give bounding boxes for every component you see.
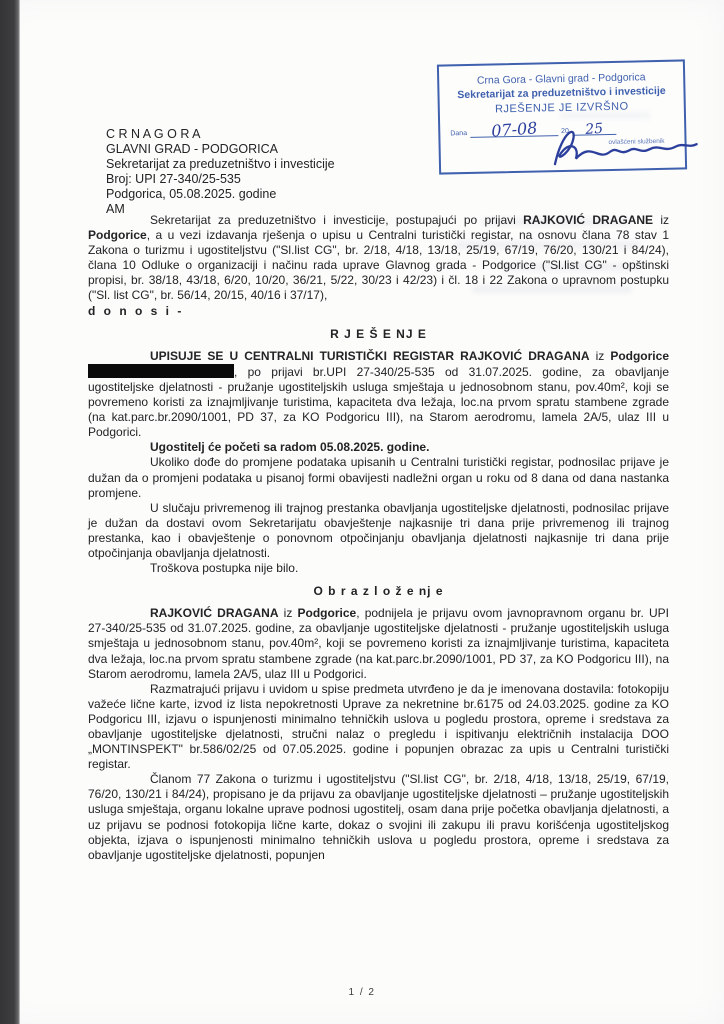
letterhead-place-date: Podgorica, 05.08.2025. godine [106, 187, 277, 201]
stamp-handwritten-date: 07-08 [490, 118, 538, 141]
applicant-name: RAJKOVIĆ DRAGANA [150, 606, 279, 621]
text-run: Sekretarijat za preduzetništvo i investicije, postupajući po prijavi [150, 213, 524, 227]
stamp-date-label: Dana [450, 129, 468, 138]
redaction-box [88, 364, 234, 378]
resolution-heading: R J E Š E NJ E [330, 326, 427, 341]
text-run: , podnijela je prijavu ovom javnopravnom organu br. UPI 27-340/25-535 od 31.07.2025. godine, za obavljanje ugostiteljske djelatnosti - pružanje ugostiteljskih usluga smještaja u jednosobnom stanu, pov.40m², koji se povremeno koristi za iznajmljivanje turistima, kapaciteta dva ležaja, loc.na prvom spratu stambene zgrade (na kat.parc.br.2090/1001, PD 37, za KO Podgoricu III), na Starom aerodromu, lamela 2A/5, ulaz III u Podgorici. [88, 606, 669, 681]
costs-paragraph: Troškova postupka nije bilo. [150, 561, 299, 576]
page-number: 1 / 2 [348, 987, 376, 998]
evidence-paragraph: Razmatrajući prijavu i uvidom u spise predmeta utvrđeno je da je imenovana dostavila: fotokopiju važeće lične karte, izvod iz lista nepokretnosti Uprave za nekretnine br.6175 od 24.03.2025. godine za KO Podgoricu III, izjavu o ispunjenosti minimalno tehničkih uslova u pogledu prostora, opreme i sredstava za obavljanje ugostiteljske djelatnosti, stručni nalaz o pregledu i ispitivanju električnih instalacija DOO „MONTINSPEKT" br.586/02/25 od 07.05.2025. godine i popunjen obrazac za upis u Centralni turistički registar. [88, 681, 669, 772]
donosi-line: d o n o s i - [88, 303, 184, 318]
stamp-line-authority: Crna Gora - Glavni grad - Podgorica [476, 71, 646, 87]
letterhead-initials: AM [106, 202, 125, 216]
text-run: iz [278, 606, 298, 621]
applicant-name: RAJKOVIĆ DRAGANE [523, 213, 654, 227]
explanation-paragraph [88, 606, 669, 681]
letterhead-ref-number: Broj: UPI 27-340/25-535 [106, 172, 241, 186]
scanner-edge-band [0, 0, 20, 1024]
executability-stamp [437, 59, 687, 174]
law-article-paragraph: Članom 77 Zakona o turizmu i ugostiteljstvu ("Sl.list CG", br. 2/18, 4/18, 13/18, 25/19, 67/19, 76/20, 130/21 i 84/24), propisano je da prijavu za obavljanje ugostiteljske djelatnosti – pružanje ugostiteljskih usluga smještaja, organu lokalne uprave podnosi ugostitelj, osam dana prije početka obavljanja djelatnosti, a uz prijavu se podnosi fotokopija lične karte, dokaz o svojini ili zakupu ili pravu korišćenja ugostiteljskog objekta, izjava o ispunjenosti minimalno tehničkih uslova u pogledu prostora, opreme i sredstava za obavljanje ugostiteljske djelatnosti, popunjen [88, 772, 669, 862]
letterhead-city: GLAVNI GRAD - PODGORICA [106, 142, 279, 156]
stamp-handwritten-year: 25 [584, 120, 604, 138]
start-work-paragraph: Ugostitelj će početi sa radom 05.08.2025. godine. [150, 440, 430, 455]
letterhead-country: C R N A G O R A [106, 127, 201, 141]
stamp-year-prefix: 20 [560, 127, 569, 136]
stamp-line-executable: RJEŠENJE JE IZVRŠNO [494, 100, 629, 116]
stamp-clerk-label: ovlašćeni službenik [608, 137, 665, 147]
stamp-line-department: Sekretarijat za preduzetništvo i investicije [457, 84, 666, 102]
applicant-city: Podgorice [297, 606, 357, 621]
intro-paragraph [88, 213, 669, 304]
cessation-notice-paragraph: U slučaju privremenog ili trajnog prestanka obavljanja ugostiteljske djelatnosti, podnosilac prijave je dužan da dostavi ovom Sekretarijatu obavještenje najkasnije tri dana prije privremenog ili trajnog prestanka, kao i obavještenje o ponovnom otpočinjanju obavljanja djelatnosti najkasnije tri dana prije otpočinjanja obavljanja djelatnosti. [88, 500, 669, 560]
text-run: , po prijavi br.UPI 27-340/25-535 od 31.07.2025. godine, za obavljanje ugostiteljske djelatnosti - pružanje ugostiteljskih usluga smještaja u jednosobnom stanu, pov.40m², koji se povremeno koristi za iznajmljivanje turistima, kapaciteta dva ležaja, loc.na prvom spratu stambene zgrade (na kat.parc.br.2090/1001, PD 37, za KO Podgoricu III), na Starom aerodromu, lamela 2A/5, ulaz III u Podgorici. [88, 364, 669, 440]
text-run: , a u vezi izdavanja rješenja o upisu u Centralni turistički registar, na osnovu člana 78 stav 1 Zakona o turizmu i ugostiteljstvu ("Sl.list CG", br. 2/18, 4/18, 13/18, 25/19, 67/19, 76/20, 130/21 i 84/24), člana 10 Odluke o organizaciji i načinu rada uprave Glavnog grada - Podgorice ("Sl.list CG" - opštinski propisi, br. 38/18, 43/18, 6/20, 10/20, 36/21, 5/22, 30/23 i 42/23) i čl. 18 i 22 Zakona o upravnom postupku ("Sl. list CG", br. 56/14, 20/15, 40/16 i 37/17), [88, 228, 669, 303]
decision-paragraph [88, 349, 669, 441]
change-notice-paragraph: Ukoliko dođe do promjene podataka upisanih u Centralni turistički registar, podnosilac prijave je dužan da o promjeni podataka u pisanoj formi obavijesti nadležni organ u roku od 8 dana od dana nastanka promjene. [88, 455, 669, 500]
decision-bold-run: UPISUJE SE U CENTRALNI TURISTIČKI REGISTAR RAJKOVIĆ DRAGANA [150, 348, 590, 363]
letterhead-department: Sekretarijat za preduzetništvo i investicije [106, 157, 335, 171]
document-body [88, 213, 669, 863]
explanation-heading: O b r a z l o ž e nj e [313, 584, 444, 599]
letterhead [106, 127, 335, 217]
applicant-city: Podgorice [88, 228, 147, 243]
text-run: iz [653, 213, 669, 227]
signature-icon [542, 117, 703, 182]
text-run: iz [589, 348, 611, 363]
applicant-city: Podgorice [610, 348, 669, 363]
